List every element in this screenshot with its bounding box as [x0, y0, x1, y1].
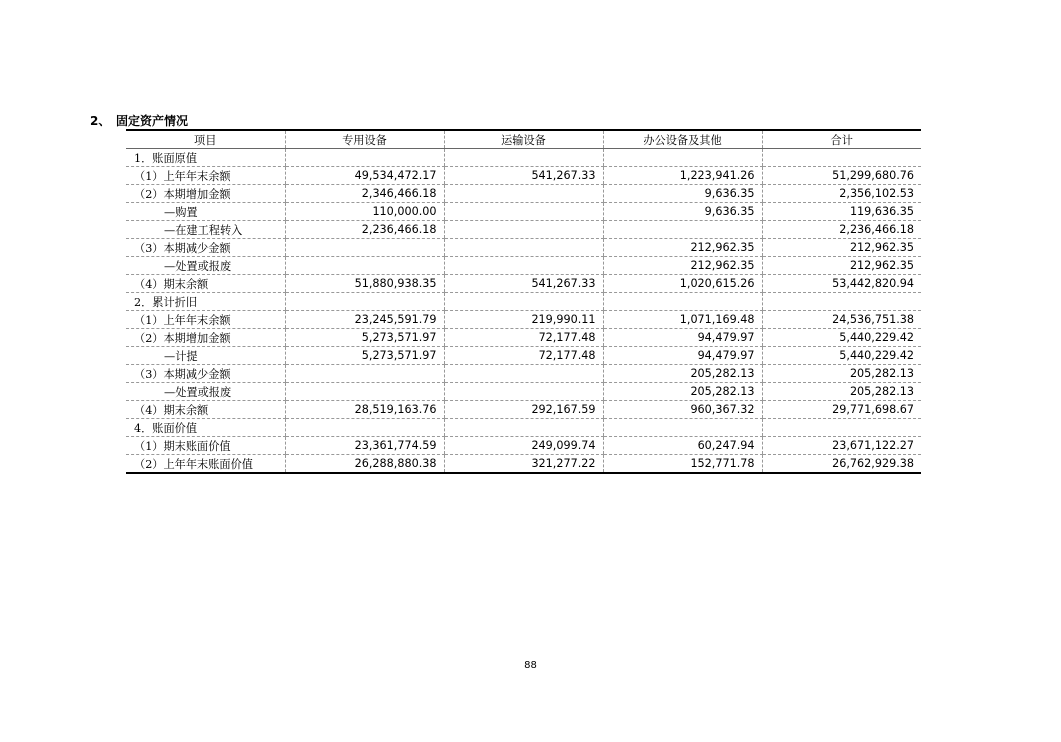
header-office-equipment: 办公设备及其他	[603, 130, 762, 149]
row-label: —处置或报废	[126, 383, 285, 401]
table-row	[126, 329, 921, 347]
header-special-equipment: 专用设备	[285, 130, 444, 149]
row-value-cell	[444, 257, 603, 275]
row-label: —计提	[126, 347, 285, 365]
table-row	[126, 221, 921, 239]
row-value-cell	[444, 239, 603, 257]
row-label: （4）期末余额	[126, 275, 285, 293]
table-header-row	[126, 130, 921, 149]
row-value-cell: 2,236,466.18	[285, 221, 444, 239]
row-value-cell	[285, 365, 444, 383]
row-label: （2）本期增加金额	[126, 329, 285, 347]
row-value-cell: 26,762,929.38	[762, 455, 921, 474]
row-value-cell: 205,282.13	[603, 383, 762, 401]
table-row	[126, 203, 921, 221]
row-value-cell: 292,167.59	[444, 401, 603, 419]
row-label: 4．账面价值	[126, 419, 285, 437]
row-value-cell: 212,962.35	[762, 239, 921, 257]
row-value-cell: 1,071,169.48	[603, 311, 762, 329]
row-value-cell	[285, 383, 444, 401]
row-value-cell: 1,223,941.26	[603, 167, 762, 185]
row-value-cell: 23,245,591.79	[285, 311, 444, 329]
row-value-cell: 110,000.00	[285, 203, 444, 221]
table-row	[126, 149, 921, 167]
row-value-cell: 5,273,571.97	[285, 329, 444, 347]
row-value-cell	[762, 419, 921, 437]
row-value-cell: 205,282.13	[762, 383, 921, 401]
row-value-cell	[285, 149, 444, 167]
row-value-cell: 51,299,680.76	[762, 167, 921, 185]
row-value-cell	[603, 293, 762, 311]
row-value-cell	[444, 221, 603, 239]
row-value-cell	[285, 419, 444, 437]
row-value-cell	[444, 383, 603, 401]
row-value-cell: 541,267.33	[444, 275, 603, 293]
table-row	[126, 185, 921, 203]
row-value-cell: 541,267.33	[444, 167, 603, 185]
row-value-cell: 94,479.97	[603, 329, 762, 347]
row-value-cell: 2,356,102.53	[762, 185, 921, 203]
row-value-cell	[444, 293, 603, 311]
page-number: 88	[524, 660, 537, 671]
row-value-cell	[444, 185, 603, 203]
table-row	[126, 401, 921, 419]
table-row	[126, 419, 921, 437]
row-label: —处置或报废	[126, 257, 285, 275]
row-value-cell: 9,636.35	[603, 185, 762, 203]
row-value-cell	[444, 419, 603, 437]
row-value-cell: 5,440,229.42	[762, 329, 921, 347]
table-row	[126, 365, 921, 383]
header-transport-equipment: 运输设备	[444, 130, 603, 149]
row-label: 1．账面原值	[126, 149, 285, 167]
row-value-cell: 94,479.97	[603, 347, 762, 365]
row-label: 2．累计折旧	[126, 293, 285, 311]
table-row	[126, 455, 921, 474]
row-label: —在建工程转入	[126, 221, 285, 239]
row-value-cell: 26,288,880.38	[285, 455, 444, 474]
row-value-cell: 1,020,615.26	[603, 275, 762, 293]
row-label: —购置	[126, 203, 285, 221]
row-value-cell: 72,177.48	[444, 329, 603, 347]
row-value-cell: 152,771.78	[603, 455, 762, 474]
row-value-cell: 212,962.35	[762, 257, 921, 275]
section-heading	[90, 112, 188, 129]
row-value-cell: 960,367.32	[603, 401, 762, 419]
row-value-cell: 119,636.35	[762, 203, 921, 221]
section-number: 2、	[90, 114, 111, 128]
row-value-cell: 321,277.22	[444, 455, 603, 474]
row-label: （1）期末账面价值	[126, 437, 285, 455]
table-row	[126, 257, 921, 275]
row-value-cell	[603, 221, 762, 239]
row-value-cell	[285, 257, 444, 275]
row-value-cell: 2,236,466.18	[762, 221, 921, 239]
table-row	[126, 437, 921, 455]
row-value-cell: 24,536,751.38	[762, 311, 921, 329]
row-value-cell: 28,519,163.76	[285, 401, 444, 419]
row-label: （3）本期减少金额	[126, 239, 285, 257]
table-row	[126, 239, 921, 257]
row-value-cell: 219,990.11	[444, 311, 603, 329]
row-label: （2）本期增加金额	[126, 185, 285, 203]
row-value-cell: 5,273,571.97	[285, 347, 444, 365]
table-row	[126, 275, 921, 293]
row-value-cell: 205,282.13	[762, 365, 921, 383]
row-value-cell	[603, 149, 762, 167]
row-value-cell: 51,880,938.35	[285, 275, 444, 293]
row-value-cell: 205,282.13	[603, 365, 762, 383]
row-value-cell	[444, 203, 603, 221]
row-value-cell	[444, 149, 603, 167]
fixed-assets-table	[126, 129, 921, 474]
row-value-cell: 249,099.74	[444, 437, 603, 455]
row-value-cell: 9,636.35	[603, 203, 762, 221]
table-row	[126, 347, 921, 365]
row-value-cell: 72,177.48	[444, 347, 603, 365]
row-value-cell	[603, 419, 762, 437]
row-value-cell	[285, 293, 444, 311]
table-body	[126, 149, 921, 474]
row-label: （1）上年年末余额	[126, 167, 285, 185]
row-value-cell: 29,771,698.67	[762, 401, 921, 419]
row-label: （3）本期减少金额	[126, 365, 285, 383]
table-row	[126, 383, 921, 401]
row-value-cell: 5,440,229.42	[762, 347, 921, 365]
row-value-cell: 2,346,466.18	[285, 185, 444, 203]
table-row	[126, 311, 921, 329]
row-value-cell: 23,671,122.27	[762, 437, 921, 455]
table-row	[126, 293, 921, 311]
row-value-cell: 53,442,820.94	[762, 275, 921, 293]
header-total: 合计	[762, 130, 921, 149]
row-value-cell: 49,534,472.17	[285, 167, 444, 185]
row-value-cell: 212,962.35	[603, 257, 762, 275]
table-row	[126, 167, 921, 185]
row-value-cell: 60,247.94	[603, 437, 762, 455]
header-item: 项目	[126, 130, 285, 149]
row-value-cell: 23,361,774.59	[285, 437, 444, 455]
row-label: （4）期末余额	[126, 401, 285, 419]
row-value-cell	[762, 293, 921, 311]
row-value-cell: 212,962.35	[603, 239, 762, 257]
section-title: 固定资产情况	[116, 114, 189, 128]
row-label: （2）上年年末账面价值	[126, 455, 285, 474]
row-value-cell	[444, 365, 603, 383]
row-value-cell	[285, 239, 444, 257]
row-value-cell	[762, 149, 921, 167]
row-label: （1）上年年末余额	[126, 311, 285, 329]
